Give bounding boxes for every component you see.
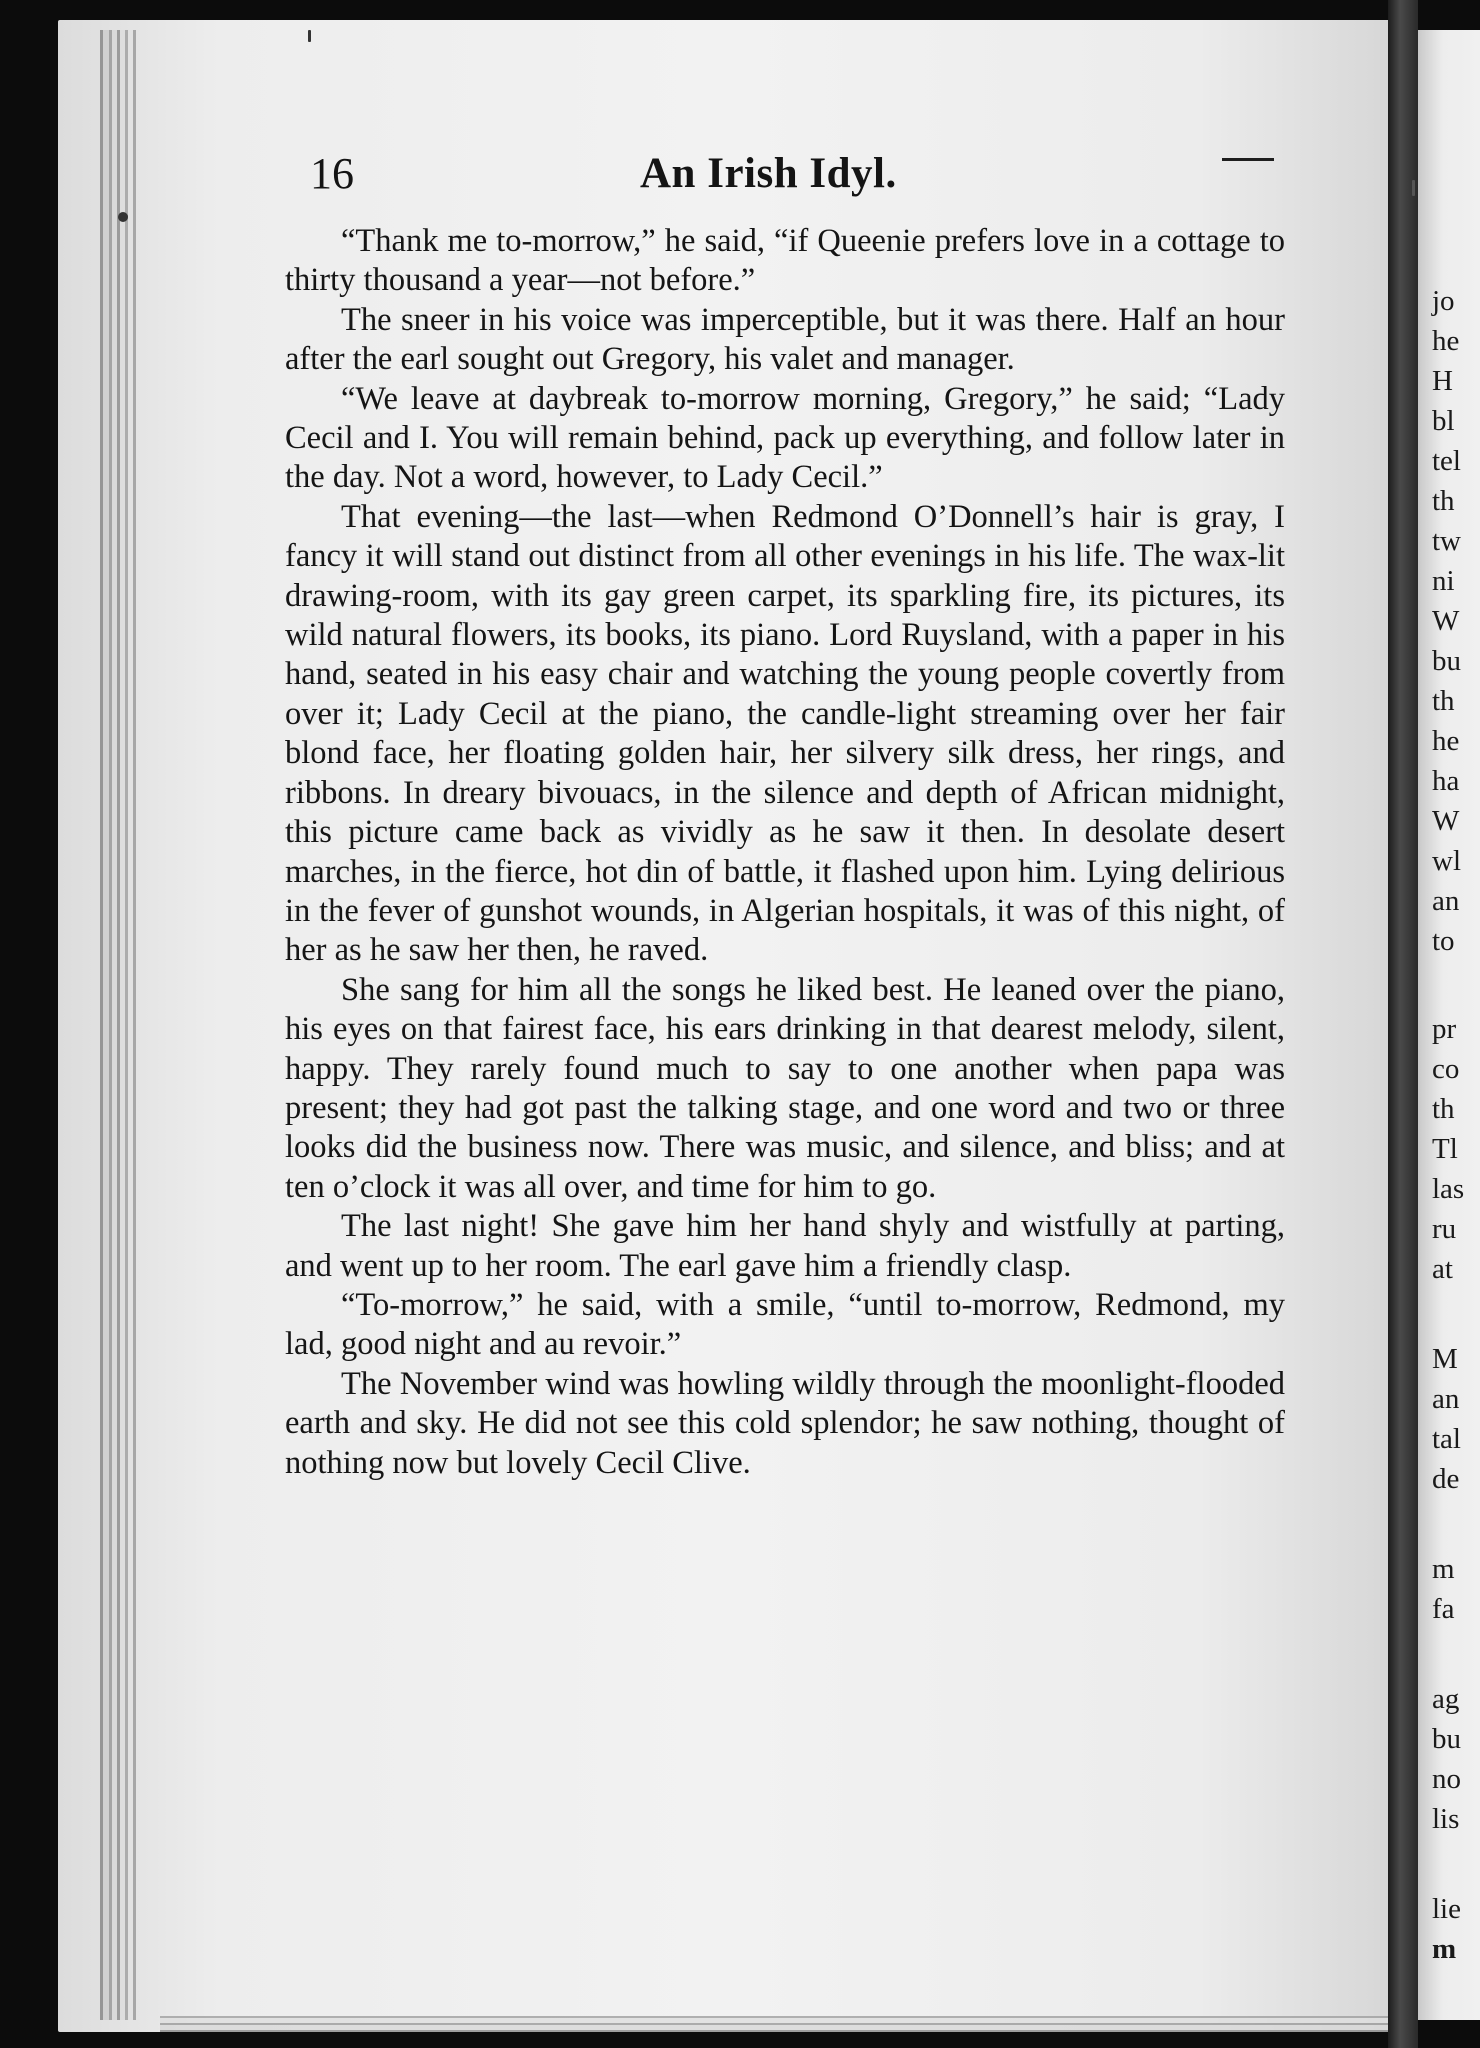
right-page-fragment: co	[1432, 1053, 1460, 1085]
right-page-fragment: ha	[1432, 765, 1460, 797]
right-page-fragment: he	[1432, 325, 1460, 357]
right-page-fragment: de	[1432, 1463, 1460, 1495]
right-page-fragment: M	[1432, 1343, 1458, 1375]
right-page-fragment: W	[1432, 605, 1460, 637]
scan-speck	[118, 212, 128, 222]
paragraph: The November wind was howling wildly through the moonlight-flooded earth and sky. He did not see this cold splendor; he saw nothing, thought of nothing now but lovely Cecil Clive.	[285, 1365, 1285, 1481]
right-page-fragment: at	[1432, 1253, 1453, 1285]
right-page-fragment: lie	[1432, 1893, 1461, 1925]
right-page-fragment: wl	[1432, 845, 1461, 877]
paragraph: The sneer in his voice was imperceptible, but it was there. Half an hour after the earl sought out Gregory, his valet and manager.	[285, 301, 1285, 378]
page-number: 16	[310, 149, 354, 198]
right-page-fragment: tw	[1432, 525, 1461, 557]
right-page-fragment: m	[1432, 1553, 1455, 1585]
right-page-fragment: to	[1432, 925, 1455, 957]
right-page-fragment: tal	[1432, 1423, 1461, 1455]
right-page-fragment: bu	[1432, 1723, 1461, 1755]
right-page-fragment: ag	[1432, 1683, 1460, 1715]
scan-speck	[308, 30, 311, 42]
paragraph: She sang for him all the songs he liked best. He leaned over the piano, his eyes on that fairest face, his ears drinking in that dearest melody, silent, happy. They rarely found much to say to one another when papa was present; they had got past the talking stage, and one word and two or three looks did the business now. There was music, and silence, and bliss; and at ten o’clock it was all over, and time for him to go.	[285, 971, 1285, 1205]
right-page-fragment: th	[1432, 485, 1455, 517]
right-page-fragment: lis	[1432, 1803, 1460, 1835]
paragraph: “Thank me to-morrow,” he said, “if Queenie prefers love in a cottage to thirty thousand a year—not before.”	[285, 223, 1285, 299]
running-title: An Irish Idyl.	[640, 150, 897, 197]
page-edges-bottom	[160, 2002, 1400, 2032]
right-page-fragment: th	[1432, 1093, 1455, 1125]
paragraph: The last night! She gave him her hand shyly and wistfully at parting, and went up to her room. The earl gave him a friendly clasp.	[285, 1208, 1285, 1284]
right-page-fragment: Tl	[1432, 1133, 1458, 1165]
right-page-fragment: bl	[1432, 405, 1455, 437]
right-page-fragment: las	[1432, 1173, 1465, 1205]
right-page-fragment: W	[1432, 805, 1460, 837]
right-page-fragment: bu	[1432, 645, 1461, 677]
paragraph: “We leave at daybreak to-morrow morning, Gregory,” he said; “Lady Cecil and I. You will remain behind, pack up everything, and follow later in the day. Not a word, however, to Lady Cecil.”	[285, 380, 1285, 496]
right-page-fragment: th	[1432, 685, 1455, 717]
right-page-fragment: an	[1432, 885, 1460, 917]
right-page-fragment: H	[1432, 365, 1453, 397]
right-page-sliver	[1418, 30, 1480, 2020]
right-page-fragment: ru	[1432, 1213, 1457, 1245]
book-gutter	[1388, 0, 1418, 2048]
page-edges-left	[100, 30, 193, 2020]
right-page-fragment: jo	[1432, 285, 1455, 317]
right-page-fragment: he	[1432, 725, 1460, 757]
paragraph: “To-morrow,” he said, with a smile, “until to-morrow, Redmond, my lad, good night and au revoir.”	[285, 1286, 1285, 1363]
scan-speck	[1412, 180, 1415, 196]
right-page-fragment: pr	[1432, 1013, 1457, 1045]
right-page-fragment: fa	[1432, 1593, 1455, 1625]
right-page-fragment: ni	[1432, 565, 1455, 597]
right-page-fragment: no	[1432, 1763, 1461, 1795]
paragraph: That evening—the last—when Redmond O’Donnell’s hair is gray, I fancy it will stand out distinct from all other evenings in his life. The wax-lit drawing-room, with its gay green carpet, its sparkling fire, its pictures, its wild natural flowers, its books, its piano. Lord Ruysland, with a paper in his hand, seated in his easy chair and watching the young people covertly from over it; Lady Cecil at the piano, the candle-light streaming over her fair blond face, her floating golden hair, her silvery silk dress, her rings, and ribbons. In dreary bivouacs, in the silence and depth of African midnight, this picture came back as vividly as he saw it then. In desolate desert marches, in the fierce, hot din of battle, it flashed upon him. Lying delirious in the fever of gunshot wounds, in Algerian hospitals, it was of this night, of her as he saw her then, he raved.	[285, 498, 1285, 969]
body-text	[285, 222, 1285, 1483]
right-page-fragment: tel	[1432, 445, 1461, 477]
right-page-fragment: m	[1432, 1933, 1457, 1965]
header-dash	[1222, 158, 1274, 161]
right-page-fragment: an	[1432, 1383, 1460, 1415]
